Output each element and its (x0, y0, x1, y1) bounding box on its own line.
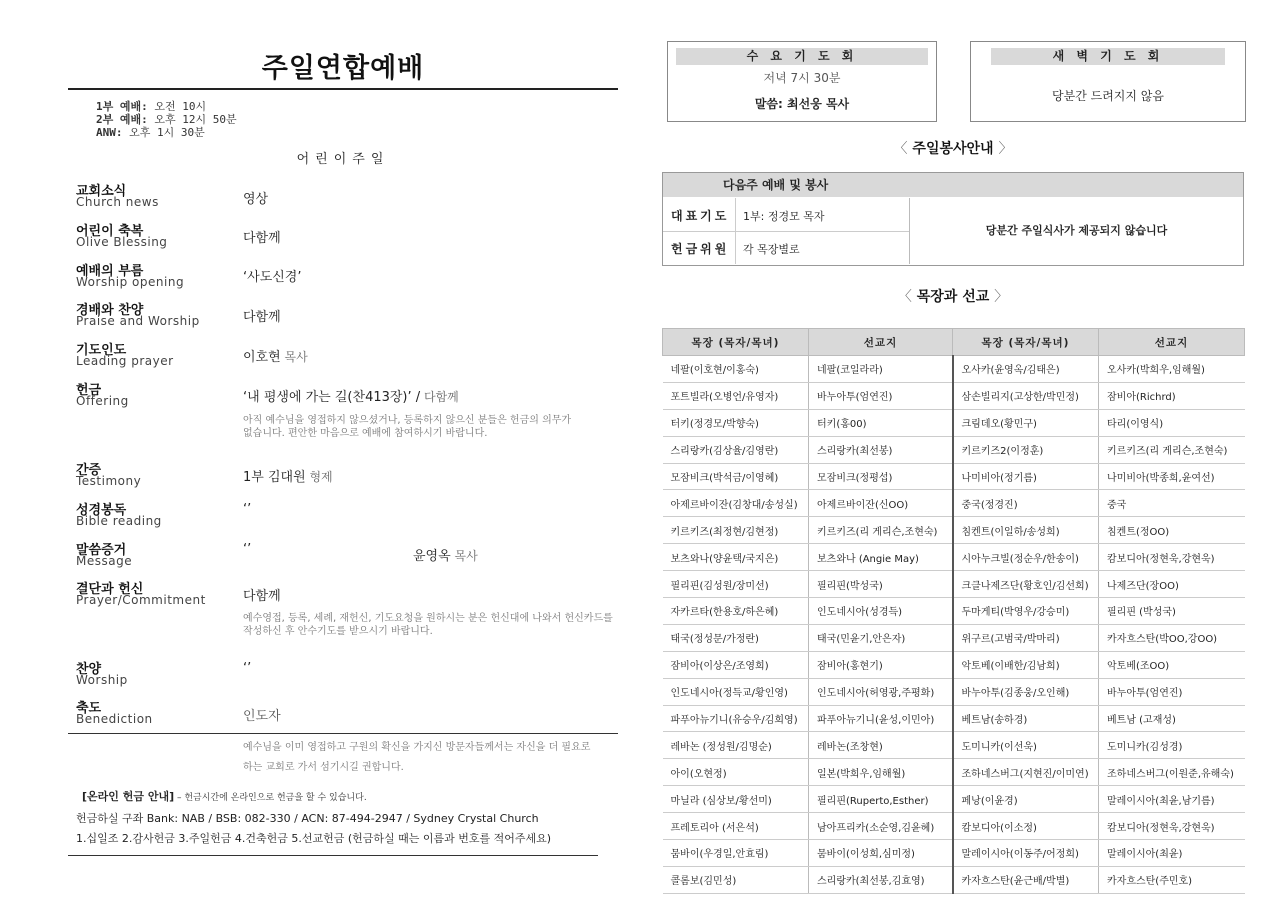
column-header: 목장 (목자/목녀) (663, 329, 809, 356)
table-cell: 아이(오현정) (663, 759, 809, 786)
table-cell: 스리랑카(최선봉) (809, 436, 953, 463)
table-cell: 말레이시아(최윤,남기름) (1099, 786, 1245, 813)
title-divider (68, 88, 618, 90)
table-cell: 잠비아(홍현기) (809, 651, 953, 678)
order-item-ko: 간증 (76, 463, 102, 478)
table-cell: 파푸아뉴기니(윤성,이민아) (809, 705, 953, 732)
table-row (663, 490, 1245, 517)
table-cell: 포트빌라(오병언/유영자) (663, 382, 809, 409)
table-cell: 뭄바이(우경일,안효림) (663, 840, 809, 867)
table-cell: 크클나제즈단(황호인/김선희) (953, 571, 1099, 598)
table-cell: 레바논 (정성원/김명순) (663, 732, 809, 759)
table-row (663, 409, 1245, 436)
table-cell: 모잠비크(박석금/이영혜) (663, 463, 809, 490)
service-guide-title: 주일봉사안내 (912, 141, 994, 157)
table-cell: 카자흐스탄(주민호) (1099, 866, 1245, 893)
order-item-en: Bible reading (76, 514, 162, 528)
service-guide-header: 다음주 예배 및 봉사 (663, 173, 1243, 197)
table-cell: 스리랑카(김상율/김영란) (663, 436, 809, 463)
table-cell: 바누아투(엄연진) (1099, 678, 1245, 705)
service-guide-table (662, 172, 1244, 266)
table-cell: 필리핀(Ruperto,Esther) (809, 786, 953, 813)
table-cell: 오사카(윤영옥/김태은) (953, 356, 1099, 383)
table-cell: 두마게티(박영우/강승미) (953, 598, 1099, 625)
table-cell: 베트남(송하경) (953, 705, 1099, 732)
service-guide-row-value: 각 목장별로 (743, 243, 800, 256)
table-cell: 아제르바이잔(신OO) (809, 490, 953, 517)
online-offering-title: [온라인 헌금 안내] (82, 790, 175, 803)
order-item-ko: 경배와 찬양 (76, 303, 144, 318)
table-cell: 침켄트(이일하/송성희) (953, 517, 1099, 544)
table-cell: 조하네스버그(지현진/이미연) (953, 759, 1099, 786)
table-cell: 마닐라 (심상보/황선미) (663, 786, 809, 813)
service-times (96, 100, 237, 139)
order-item-value: ‘’ (243, 661, 252, 676)
table-cell: 캄보디아(이소정) (953, 813, 1099, 840)
table-cell: 키르키즈(리 게리슨,조현숙) (809, 517, 953, 544)
table-cell: 타리(이영식) (1099, 409, 1245, 436)
table-row (663, 651, 1245, 678)
order-item-value: ‘’ (243, 502, 252, 517)
column-header: 선교지 (1099, 329, 1245, 356)
service-guide-cell-divider (735, 231, 736, 264)
order-item-ko: 교회소식 (76, 184, 127, 199)
table-cell: 도미니카(이선욱) (953, 732, 1099, 759)
order-item-value: 이호현 목사 (243, 350, 308, 365)
order-item-value: 다함께 (243, 231, 281, 246)
table-cell: 페낭(이윤경) (953, 786, 1099, 813)
table-cell: 자카르타(한용호/하은혜) (663, 598, 809, 625)
table-cell: 키르키즈(리 게리슨,조현숙) (1099, 436, 1245, 463)
order-item-ko: 축도 (76, 701, 102, 716)
commitment-note: 예수영접, 등록, 세례, 재헌신, 기도요청을 원하시는 분은 헌신대에 나와서 헌신카드를 작성하신 후 안수기도를 받으시기 바랍니다. (243, 613, 613, 637)
table-cell: 위구르(고범국/박마리) (953, 624, 1099, 651)
table-cell: 프레토리아 (서은석) (663, 813, 809, 840)
order-item-en: Leading prayer (76, 354, 174, 368)
order-item-en: Worship (76, 673, 128, 687)
mission-table-header-row (663, 329, 1245, 356)
dawn-prayer-title: 새 벽 기 도 회 (991, 48, 1225, 65)
section-divider (68, 733, 618, 734)
table-cell: 캄보디아(정현욱,강현욱) (1099, 813, 1245, 840)
service-time-1: 1부 예배: 오전 10시 (96, 100, 207, 113)
order-item-en: Testimony (76, 474, 142, 488)
dawn-prayer-box (970, 41, 1246, 122)
mission-table (662, 328, 1245, 894)
table-cell: 잠비아(이상은/조영희) (663, 651, 809, 678)
mission-title: 목장과 선교 (916, 289, 990, 305)
table-cell: 네팔(코일라라) (809, 356, 953, 383)
order-item-ko: 예배의 부름 (76, 264, 144, 279)
wednesday-prayer-time: 저녁 7시 30분 (763, 71, 841, 85)
table-row (663, 598, 1245, 625)
order-item-value: 다함께 (243, 310, 281, 325)
meal-notice: 당분간 주일식사가 제공되지 않습니다 (985, 224, 1168, 237)
order-item-value: 다함께 (243, 589, 281, 604)
order-item-ko: 말씀증거 (76, 543, 127, 558)
table-cell: 키르키즈(최정현/김현정) (663, 517, 809, 544)
table-row (663, 813, 1245, 840)
order-item-en: Church news (76, 195, 159, 209)
table-row (663, 517, 1245, 544)
table-cell: 말레이시아(최윤) (1099, 840, 1245, 867)
wednesday-prayer-title: 수 요 기 도 회 (676, 48, 928, 65)
table-cell: 보츠와나 (Angie May) (809, 544, 953, 571)
dawn-prayer-status: 당분간 드려지지 않음 (1052, 89, 1164, 103)
table-cell: 인도네시아(허영광,주평화) (809, 678, 953, 705)
table-cell: 오사카(박희우,임해월) (1099, 356, 1245, 383)
table-row (663, 732, 1245, 759)
table-cell: 필리핀(박성국) (809, 571, 953, 598)
table-row (663, 705, 1245, 732)
order-item-ko: 결단과 헌신 (76, 582, 144, 597)
column-header: 목장 (목자/목녀) (953, 329, 1099, 356)
table-cell: 잠비아(Richrd) (1099, 382, 1245, 409)
table-cell: 중국(정경진) (953, 490, 1099, 517)
table-cell: 인도네시아(성경득) (809, 598, 953, 625)
table-cell: 바누아투(김종웅/오인해) (953, 678, 1099, 705)
table-cell: 나미비아(박종희,윤여선) (1099, 463, 1245, 490)
order-item-en: Prayer/Commitment (76, 593, 206, 607)
table-row (663, 356, 1245, 383)
service-guide-row (663, 231, 909, 264)
order-item-value: ‘’ (243, 542, 252, 557)
table-row (663, 436, 1245, 463)
table-cell: 키르키즈2(이정훈) (953, 436, 1099, 463)
table-cell: 시아누크빌(정순우/한송이) (953, 544, 1099, 571)
table-cell: 카자흐스탄(박OO,강OO) (1099, 624, 1245, 651)
table-cell: 일본(박희우,임해월) (809, 759, 953, 786)
table-cell: 터키(홍00) (809, 409, 953, 436)
table-cell: 모잠비크(정평섭) (809, 463, 953, 490)
service-guide-row (663, 198, 909, 232)
order-item-en: Olive Blessing (76, 235, 168, 249)
table-cell: 인도네시아(정득교/황인영) (663, 678, 809, 705)
table-row (663, 624, 1245, 651)
order-item-value: 1부 김대원 형제 (243, 470, 333, 485)
mission-table-wrap (662, 328, 1244, 894)
table-cell: 침켄트(정OO) (1099, 517, 1245, 544)
visitor-note-line2: 하는 교회로 가서 섬기시길 권합니다. (243, 762, 404, 773)
sunday-name: 어린이주일 (296, 152, 390, 167)
table-cell: 조하네스버그(이원준,유해숙) (1099, 759, 1245, 786)
table-cell: 태국(민윤기,안은자) (809, 624, 953, 651)
order-item-en: Benediction (76, 712, 153, 726)
table-cell: 베트남 (고재성) (1099, 705, 1245, 732)
table-cell: 중국 (1099, 490, 1245, 517)
service-time-2: 2부 예배: 오후 12시 50분 (96, 113, 237, 126)
table-row (663, 678, 1245, 705)
table-cell: 필리핀 (박성국) (1099, 598, 1245, 625)
order-item-ko: 찬양 (76, 662, 102, 677)
page-title: 주일연합예배 (261, 53, 425, 84)
table-cell: 태국(정성문/가정란) (663, 624, 809, 651)
table-cell: 파푸아뉴기니(유승우/김희영) (663, 705, 809, 732)
order-item-en: Worship opening (76, 275, 185, 289)
service-guide-row-value: 1부: 정경모 목자 (743, 210, 825, 223)
table-cell: 보츠와나(양윤택/국지은) (663, 544, 809, 571)
order-item-en: Offering (76, 394, 129, 408)
table-cell: 삼손빌리지(고상한/박민정) (953, 382, 1099, 409)
offering-types: 1.십일조 2.감사헌금 3.주일헌금 4.건축헌금 5.선교헌금 (헌금하실 때는 이름과 번호를 적어주세요) (76, 832, 552, 845)
table-cell: 크림데오(황민구) (953, 409, 1099, 436)
order-item-value: 영상 (243, 192, 269, 207)
order-item-ko: 성경봉독 (76, 503, 127, 518)
table-cell: 레바논(조창현) (809, 732, 953, 759)
table-cell: 나제즈단(장OO) (1099, 571, 1245, 598)
table-cell: 콜롬보(김민성) (663, 866, 809, 893)
table-cell: 네팔(이호현/이홍숙) (663, 356, 809, 383)
message-preacher: 윤영옥 목사 (413, 549, 478, 564)
online-offering-info: [온라인 헌금 안내] – 헌금시간에 온라인으로 헌금을 할 수 있습니다. (82, 790, 367, 803)
wednesday-prayer-box (667, 41, 937, 122)
wednesday-prayer-speaker: 말씀: 최선웅 목사 (754, 97, 850, 111)
table-cell: 남아프리카(소순영,김윤혜) (809, 813, 953, 840)
table-row (663, 571, 1245, 598)
table-cell: 도미니카(김성경) (1099, 732, 1245, 759)
service-guide-rows (663, 198, 910, 264)
table-cell: 스리랑카(최선봉,김효영) (809, 866, 953, 893)
table-cell: 아제르바이잔(김창대/송성실) (663, 490, 809, 517)
table-cell: 악토베(조OO) (1099, 651, 1245, 678)
table-cell: 말레이시아(이동주/어정희) (953, 840, 1099, 867)
table-row (663, 866, 1245, 893)
table-row (663, 840, 1245, 867)
footer-divider (68, 855, 598, 856)
table-cell: 악토베(이배한/김남희) (953, 651, 1099, 678)
service-guide-row-label: 헌금위원 (671, 242, 730, 256)
table-cell: 나미비아(정기름) (953, 463, 1099, 490)
order-item-ko: 기도인도 (76, 343, 127, 358)
table-cell: 터키(정경모/박향숙) (663, 409, 809, 436)
service-time-anw: ANW: 오후 1시 30분 (96, 126, 205, 139)
table-cell: 뭄바이(이성희,심미정) (809, 840, 953, 867)
order-item-en: Message (76, 554, 133, 568)
table-cell: 카자흐스탄(윤근배/박별) (953, 866, 1099, 893)
order-item-value: ‘사도신경’ (243, 270, 302, 285)
bank-info: 헌금하실 구좌 Bank: NAB / BSB: 082-330 / ACN: 87-494-2947 / Sydney Crystal Church (76, 812, 539, 825)
table-cell: 바누아투(엄연진) (809, 382, 953, 409)
order-item-ko: 헌금 (76, 383, 102, 398)
table-row (663, 786, 1245, 813)
visitor-note-line1: 예수님을 이미 영접하고 구원의 확신을 가지신 방문자들께서는 자신을 더 필요로 (243, 742, 591, 753)
table-row (663, 544, 1245, 571)
order-item-value: ‘내 평생에 가는 길(찬413장)’ / 다함께 (243, 390, 459, 405)
order-item-ko: 어린이 축복 (76, 224, 144, 239)
offering-note: 아직 예수님을 영접하지 않으셨거나, 등록하지 않으신 분들은 헌금의 의무가 없습니다. 편안한 마음으로 예배에 참여하시기 바랍니다. (243, 415, 572, 439)
table-row (663, 759, 1245, 786)
column-header: 선교지 (809, 329, 953, 356)
service-guide-heading: 〈 주일봉사안내 〉 (893, 141, 1013, 157)
service-guide-cell-divider (735, 198, 736, 231)
table-cell: 필리핀(김성원/장미선) (663, 571, 809, 598)
table-cell: 캄보디아(정현욱,강현욱) (1099, 544, 1245, 571)
service-guide-row-label: 대표기도 (671, 209, 730, 223)
mission-heading: 〈 목장과 선교 〉 (897, 289, 1009, 305)
order-item-en: Praise and Worship (76, 314, 200, 328)
mission-table-body (663, 356, 1245, 894)
table-row (663, 382, 1245, 409)
order-item-value: 인도자 (243, 709, 281, 724)
table-row (663, 463, 1245, 490)
